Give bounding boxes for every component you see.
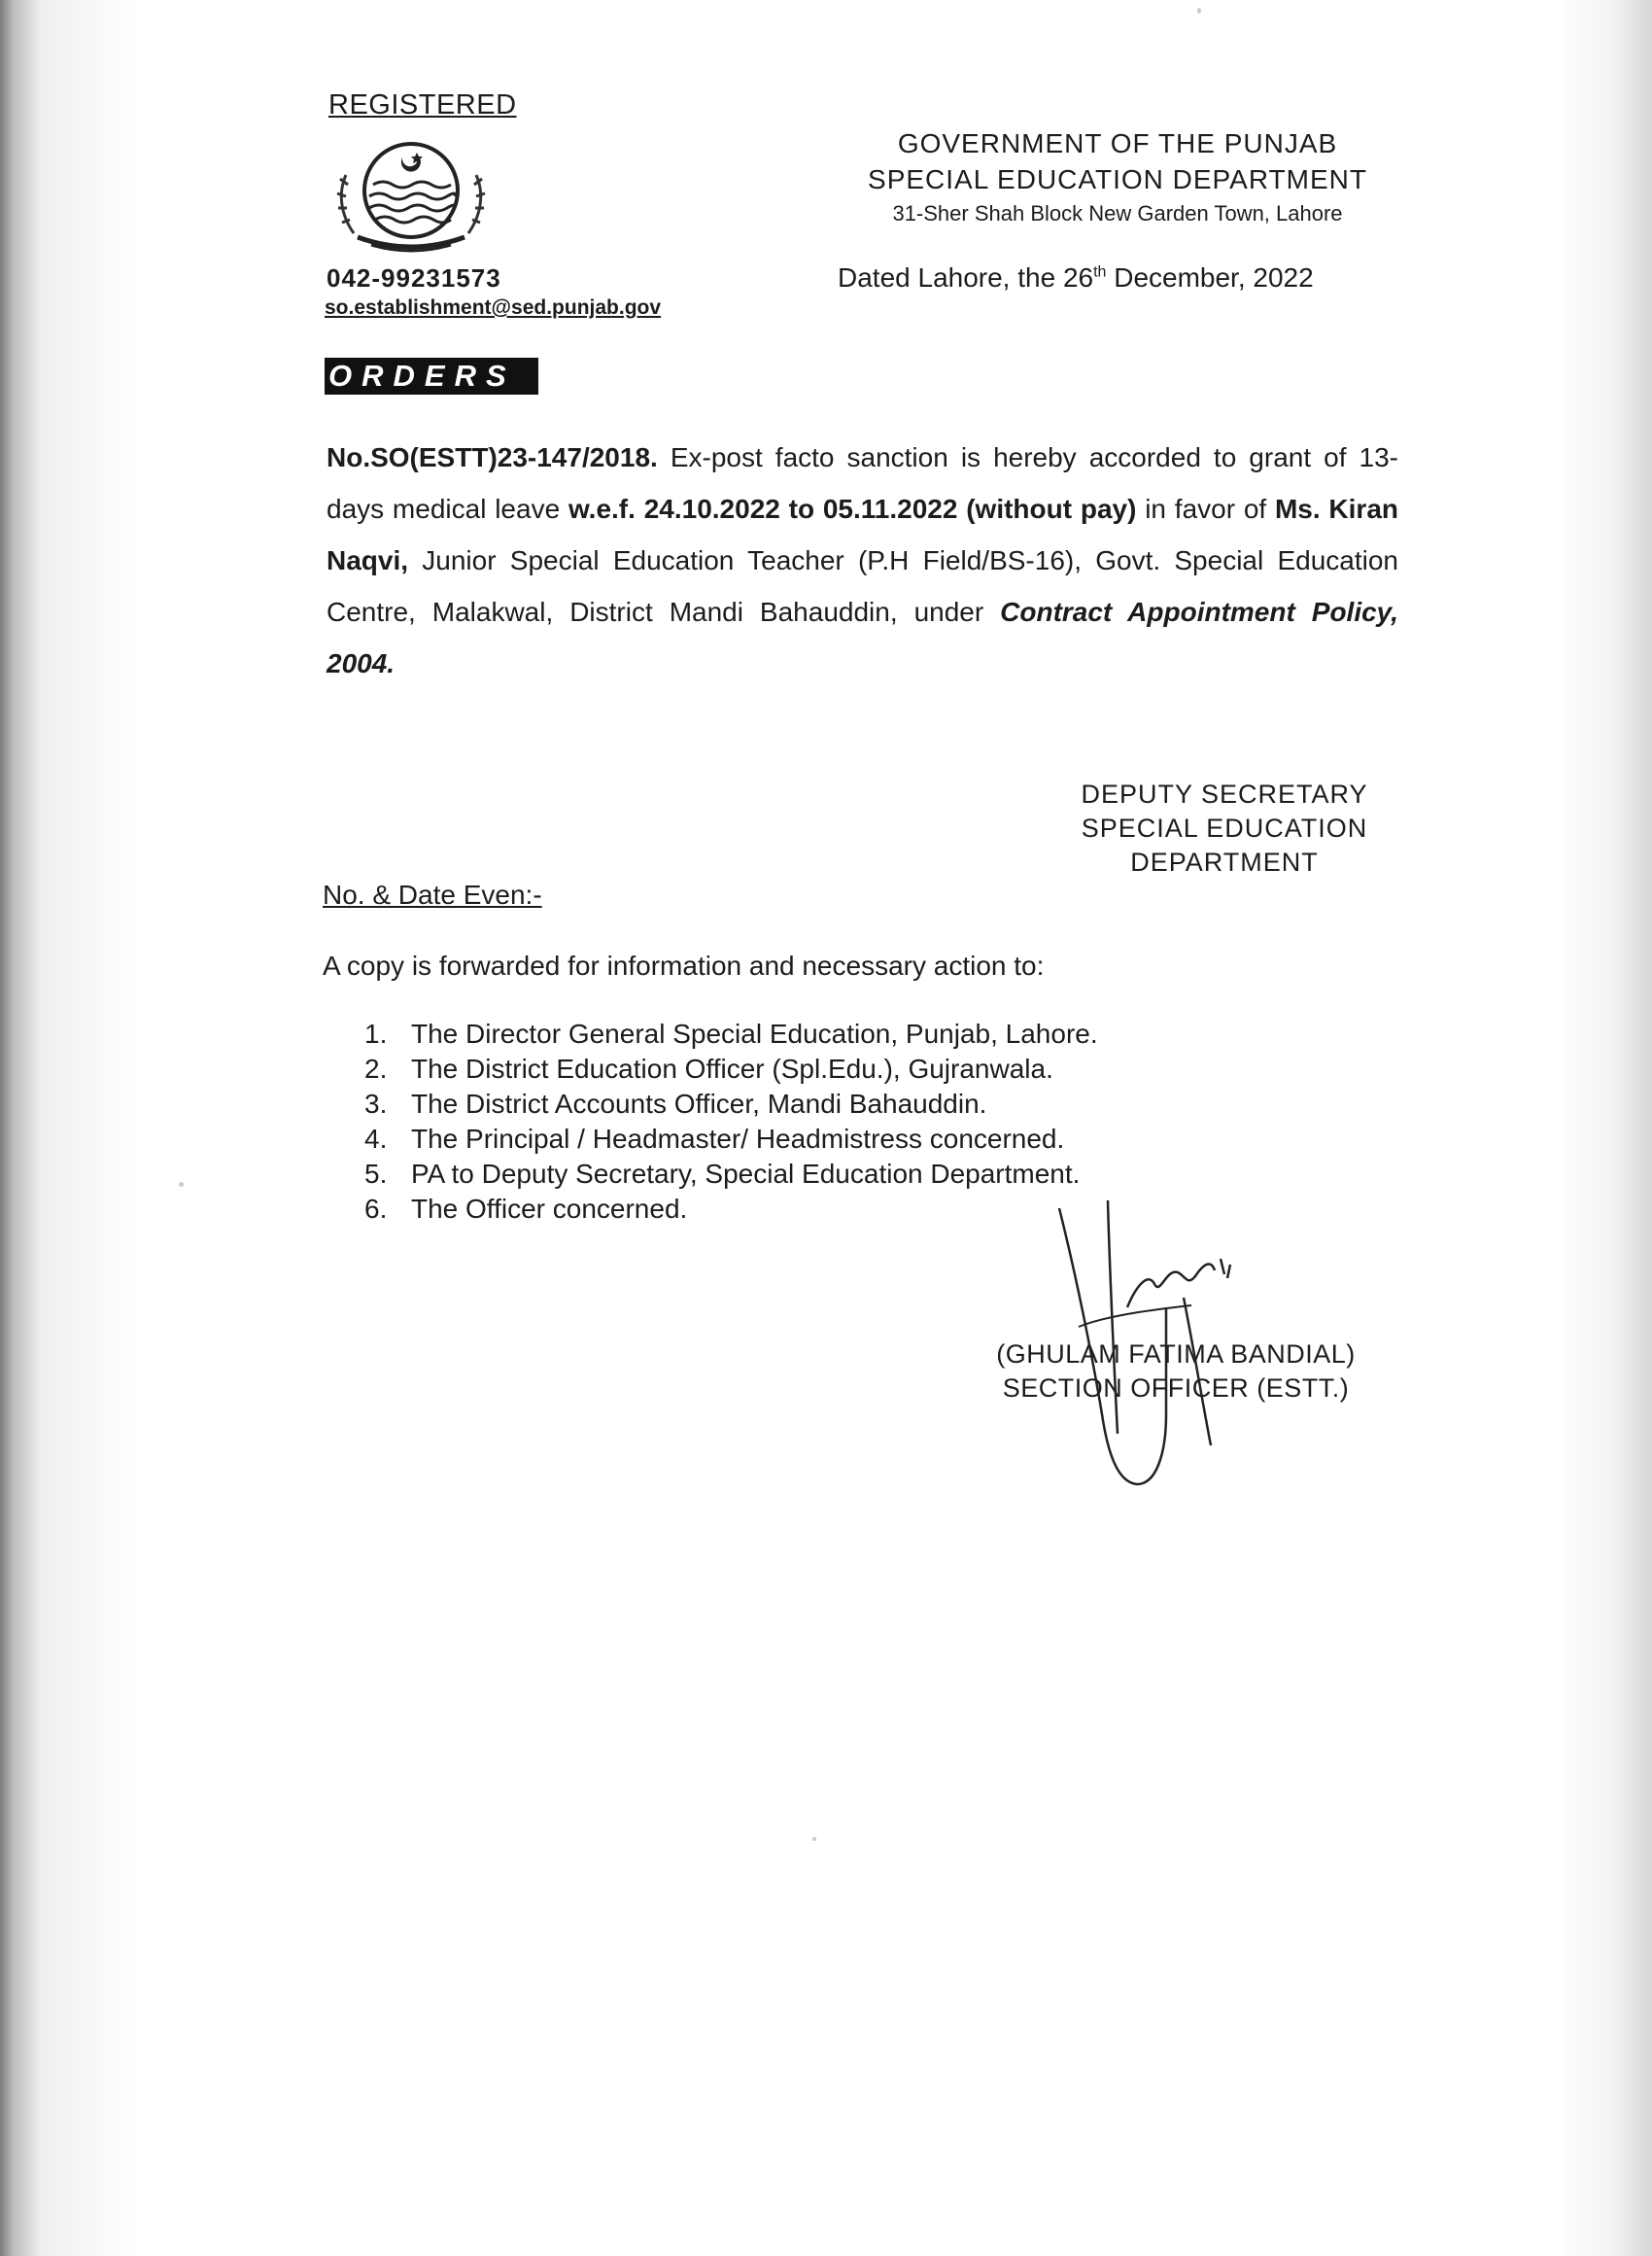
list-item-text: The Director General Special Education, Punjab, Lahore. bbox=[411, 1019, 1098, 1049]
list-item-number: 5. bbox=[364, 1159, 388, 1189]
scan-speck bbox=[812, 1837, 816, 1841]
list-item-number: 2. bbox=[364, 1054, 388, 1084]
list-item-number: 3. bbox=[364, 1089, 388, 1119]
dated-superscript: th bbox=[1093, 263, 1107, 281]
scan-speck bbox=[1197, 8, 1201, 14]
list-item bbox=[364, 1157, 1098, 1192]
no-date-even-heading: No. & Date Even:- bbox=[323, 880, 542, 910]
list-item-number: 4. bbox=[364, 1124, 388, 1154]
list-item-text: The Officer concerned. bbox=[411, 1194, 688, 1224]
list-item-text: The Principal / Headmaster/ Headmistress concerned. bbox=[411, 1124, 1065, 1154]
phone-number: 042-99231573 bbox=[327, 263, 501, 293]
handwritten-signature-icon bbox=[1020, 1191, 1283, 1492]
list-item bbox=[364, 1017, 1098, 1052]
department-address: 31-Sher Shah Block New Garden Town, Lahore bbox=[892, 201, 1343, 226]
deputy-secretary-line-3: DEPARTMENT bbox=[1130, 848, 1319, 877]
orders-heading: ORDERS bbox=[325, 358, 538, 395]
deputy-secretary-block bbox=[972, 778, 1477, 880]
list-item-text: The District Accounts Officer, Mandi Bahauddin. bbox=[411, 1089, 987, 1119]
list-item bbox=[364, 1122, 1098, 1157]
list-item bbox=[364, 1087, 1098, 1122]
signatory-name: (GHULAM FATIMA BANDIAL) bbox=[996, 1339, 1356, 1369]
deputy-secretary-line-2: SPECIAL EDUCATION bbox=[1081, 814, 1368, 843]
scan-speck bbox=[179, 1182, 184, 1187]
employee-name: Ms. Kiran Naqvi, bbox=[327, 494, 1399, 575]
order-number: No.SO(ESTT)23-147/2018. bbox=[327, 442, 658, 472]
order-text-2: in favor of bbox=[1136, 494, 1275, 524]
order-text-3: Junior Special Education Teacher (P.H Field/BS-16), Govt. Special Education Centre, Malakwal, District Mandi Bahauddin, under bbox=[327, 545, 1398, 627]
punjab-government-emblem-icon bbox=[332, 136, 490, 257]
signatory-designation: SECTION OFFICER (ESTT.) bbox=[1002, 1373, 1350, 1403]
policy-name: Contract Appointment Policy, 2004. bbox=[327, 597, 1398, 678]
department-title: SPECIAL EDUCATION DEPARTMENT bbox=[868, 164, 1367, 194]
dated-suffix: December, 2022 bbox=[1106, 262, 1314, 293]
list-item-number: 1. bbox=[364, 1019, 388, 1049]
dated-prefix: Dated Lahore, the 26 bbox=[838, 262, 1094, 293]
order-text-1: Ex-post facto sanction is hereby accorded to grant of 13-days medical leave bbox=[327, 442, 1398, 524]
recipient-list bbox=[364, 1017, 1098, 1227]
list-item-text: The District Education Officer (Spl.Edu.), Gujranwala. bbox=[411, 1054, 1053, 1084]
deputy-secretary-line-1: DEPUTY SECRETARY bbox=[1081, 780, 1368, 809]
email-address: so.establishment@sed.punjab.gov bbox=[325, 296, 662, 319]
list-item bbox=[364, 1052, 1098, 1087]
government-title: GOVERNMENT OF THE PUNJAB bbox=[897, 128, 1338, 158]
leave-period: w.e.f. 24.10.2022 to 05.11.2022 (without pay) bbox=[568, 494, 1137, 524]
forward-intro: A copy is forwarded for information and necessary action to: bbox=[323, 951, 1045, 981]
list-item-number: 6. bbox=[364, 1194, 388, 1224]
registered-label: REGISTERED bbox=[328, 89, 517, 121]
dated-line bbox=[838, 262, 1314, 294]
list-item-text: PA to Deputy Secretary, Special Education Department. bbox=[411, 1159, 1081, 1189]
list-item bbox=[364, 1192, 1098, 1227]
order-paragraph bbox=[327, 432, 1398, 689]
